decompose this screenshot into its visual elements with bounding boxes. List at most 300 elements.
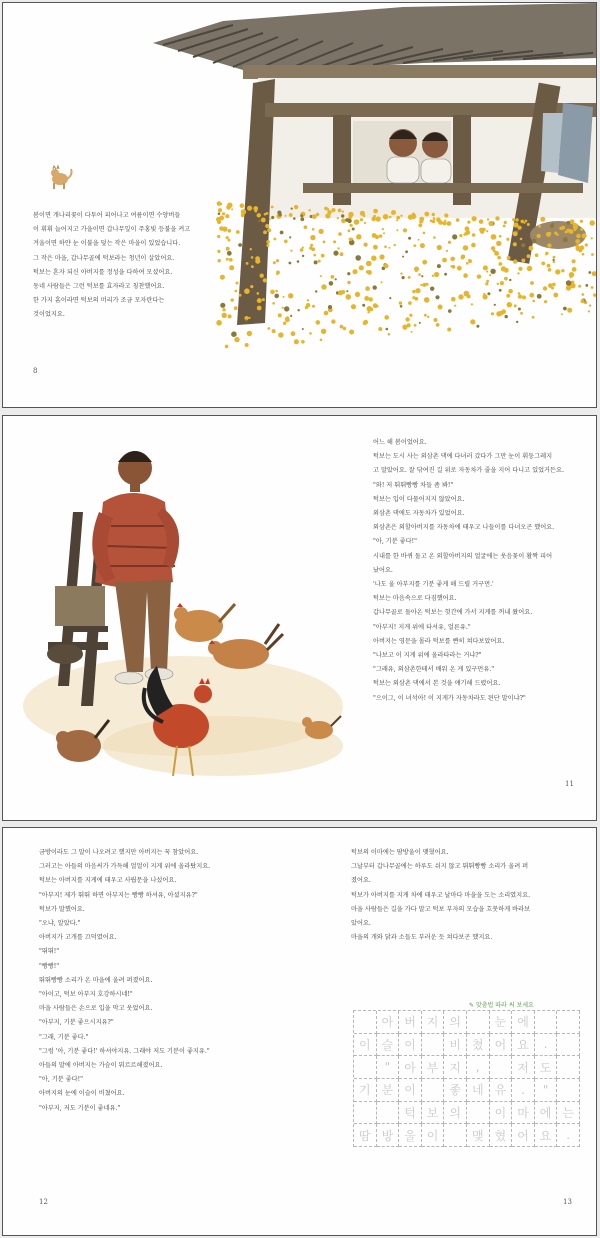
forsythia-blossom <box>400 272 402 274</box>
practice-cell: 유 <box>490 1079 513 1102</box>
text-line: "그래, 기분 좋다." <box>39 1033 89 1041</box>
forsythia-blossom <box>236 282 239 285</box>
text-line: "와! 저 뛰뛰빵빵 차들 좀 봐!" <box>373 481 454 489</box>
forsythia-blossom <box>376 305 379 308</box>
forsythia-blossom <box>375 235 379 239</box>
practice-cell <box>377 1102 400 1125</box>
forsythia-blossom <box>294 339 299 344</box>
forsythia-blossom <box>376 216 381 221</box>
page-number: 12 <box>39 1198 48 1206</box>
forsythia-blossom <box>307 299 309 301</box>
forsythia-blossom <box>312 228 315 231</box>
forsythia-blossom <box>251 256 254 259</box>
forsythia-blossom <box>551 287 554 290</box>
practice-cell: 이 <box>490 1102 513 1125</box>
forsythia-blossom <box>452 234 457 239</box>
forsythia-blossom <box>278 332 283 337</box>
practice-cell: 지 <box>444 1056 467 1079</box>
forsythia-blossom <box>337 217 339 219</box>
forsythia-blossom <box>356 234 361 239</box>
forsythia-blossom <box>262 298 265 301</box>
forsythia-blossom <box>582 253 585 256</box>
forsythia-blossom <box>346 294 352 300</box>
forsythia-blossom <box>597 221 598 223</box>
forsythia-blossom <box>446 250 448 252</box>
practice-cell: . <box>512 1079 535 1102</box>
forsythia-blossom <box>354 219 360 225</box>
forsythia-blossom <box>293 217 296 220</box>
forsythia-blossom <box>570 276 572 278</box>
forsythia-blossom <box>554 232 557 235</box>
forsythia-blossom <box>218 212 221 215</box>
forsythia-blossom <box>444 213 448 217</box>
forsythia-blossom <box>329 281 334 286</box>
practice-cell <box>557 1034 580 1057</box>
forsythia-blossom <box>289 236 291 238</box>
practice-cell: 분 <box>377 1079 400 1102</box>
forsythia-blossom <box>301 340 305 344</box>
text-line: "아, 기분 좋다!" <box>373 538 417 546</box>
forsythia-blossom <box>347 272 350 275</box>
forsythia-blossom <box>419 322 421 324</box>
forsythia-blossom <box>241 209 246 214</box>
text-line: 마을 사람들은 길을 가다 말고 턱보 부자의 모습을 흐뭇하게 바라보 <box>351 905 531 913</box>
practice-cell <box>490 1056 513 1079</box>
practice-cell: 의 <box>444 1011 467 1034</box>
forsythia-blossom <box>483 295 486 298</box>
forsythia-blossom <box>471 243 476 248</box>
forsythia-blossom <box>452 265 456 269</box>
forsythia-blossom <box>581 299 585 303</box>
practice-cell: 버 <box>399 1011 422 1034</box>
practice-cell: 에 <box>535 1102 558 1125</box>
text-line: 났어요. <box>373 566 393 574</box>
text-line: "오냐, 알았다." <box>39 920 81 928</box>
practice-cell: 마 <box>512 1102 535 1125</box>
practice-cell: 땀 <box>354 1124 377 1147</box>
forsythia-blossom <box>342 211 344 213</box>
forsythia-blossom <box>359 265 364 270</box>
practice-cell: 이 <box>354 1034 377 1057</box>
forsythia-blossom <box>424 314 427 317</box>
forsythia-blossom <box>527 223 530 226</box>
forsythia-blossom <box>244 288 250 294</box>
hen-right-top <box>174 603 235 642</box>
forsythia-blossom <box>350 224 353 227</box>
forsythia-blossom <box>340 325 344 329</box>
forsythia-blossom <box>324 311 329 316</box>
forsythia-blossom <box>567 229 571 233</box>
forsythia-blossom <box>289 213 293 217</box>
forsythia-blossom <box>373 209 378 214</box>
forsythia-blossom <box>491 312 494 315</box>
text-line: 턱보는 마음속으로 다짐했어요. <box>373 595 457 603</box>
spread-pages-12-13 <box>2 827 597 1236</box>
forsythia-blossom <box>216 217 221 222</box>
forsythia-blossom <box>432 213 435 216</box>
forsythia-blossom <box>451 297 456 302</box>
forsythia-blossom <box>373 245 378 250</box>
forsythia-blossom <box>424 297 430 303</box>
forsythia-blossom <box>487 218 489 220</box>
forsythia-blossom <box>553 259 555 261</box>
roof <box>153 3 597 79</box>
practice-cell: 어 <box>490 1034 513 1057</box>
forsythia-blossom <box>219 226 224 231</box>
practice-cell: 요 <box>512 1034 535 1057</box>
house-illustration <box>3 3 597 408</box>
forsythia-blossom <box>518 267 522 271</box>
forsythia-blossom <box>512 218 515 221</box>
practice-cell: 이 <box>422 1124 445 1147</box>
text-line: 아버지가 고개를 끄덕였어요. <box>39 934 117 942</box>
forsythia-blossom <box>430 287 434 291</box>
forsythia-blossom <box>285 318 290 323</box>
forsythia-blossom <box>220 303 225 308</box>
forsythia-blossom <box>488 221 493 226</box>
text-line: 그 작은 마을, 갑나무골에 턱보라는 청년이 살았어요. <box>33 254 175 262</box>
forsythia-blossom <box>321 254 325 258</box>
forsythia-blossom <box>561 226 565 230</box>
forsythia-blossom <box>300 217 304 221</box>
practice-cell: 혔 <box>490 1124 513 1147</box>
forsythia-blossom <box>225 345 229 349</box>
forsythia-blossom <box>467 294 471 298</box>
forsythia-blossom <box>316 213 319 216</box>
forsythia-blossom <box>319 229 324 234</box>
forsythia-blossom <box>353 269 358 274</box>
forsythia-blossom <box>491 246 495 250</box>
forsythia-blossom <box>349 238 353 242</box>
forsythia-blossom <box>340 252 344 256</box>
forsythia-blossom <box>328 305 332 309</box>
forsythia-blossom <box>458 294 463 299</box>
forsythia-blossom <box>312 305 315 308</box>
forsythia-blossom <box>399 301 402 304</box>
forsythia-blossom <box>383 214 389 220</box>
forsythia-blossom <box>245 343 249 347</box>
forsythia-blossom <box>436 323 440 327</box>
forsythia-blossom <box>218 259 221 262</box>
pencil-icon: ✎ <box>469 1002 475 1009</box>
forsythia-blossom <box>422 260 427 265</box>
practice-title <box>469 1000 534 1009</box>
forsythia-blossom <box>241 214 245 218</box>
forsythia-blossom <box>326 208 329 211</box>
forsythia-blossom <box>382 228 384 230</box>
text-line: 턱보는 아버지를 지게에 태우고 사립문을 나섰어요. <box>39 877 177 885</box>
forsythia-blossom <box>320 275 322 277</box>
text-line: 턱보는 외삼촌 댁에서 본 것을 얘기해 드렸어요. <box>373 680 501 688</box>
forsythia-blossom <box>362 304 365 307</box>
forsythia-bush <box>216 201 597 348</box>
forsythia-blossom <box>266 212 269 215</box>
practice-cell: 좋 <box>444 1079 467 1102</box>
forsythia-blossom <box>364 296 369 301</box>
forsythia-blossom <box>591 237 593 239</box>
forsythia-blossom <box>563 307 567 311</box>
forsythia-blossom <box>347 219 351 223</box>
text-line: 아버지는 영문을 몰라 턱보를 빤히 쳐다보았어요. <box>373 637 505 645</box>
forsythia-blossom <box>371 256 376 261</box>
forsythia-blossom <box>297 260 300 263</box>
forsythia-blossom <box>234 306 238 310</box>
practice-cell <box>422 1034 445 1057</box>
forsythia-blossom <box>423 283 427 287</box>
forsythia-blossom <box>302 328 304 330</box>
forsythia-blossom <box>320 339 323 342</box>
forsythia-blossom <box>413 244 416 247</box>
forsythia-blossom <box>228 314 232 318</box>
forsythia-blossom <box>335 278 337 280</box>
text-line: "아, 기분 좋다!" <box>39 1076 83 1084</box>
text-line: 뛰뛰빵빵 소리가 온 마을에 울려 퍼졌어요. <box>39 976 153 984</box>
forsythia-blossom <box>294 205 298 209</box>
forsythia-blossom <box>348 216 352 220</box>
text-line: "아부지! 제가 뛰뛰 하면 아부지는 빵빵 하셔유, 아셨지유?" <box>39 891 198 899</box>
forsythia-blossom <box>544 300 547 303</box>
forsythia-blossom <box>572 267 577 272</box>
forsythia-blossom <box>255 256 260 261</box>
forsythia-blossom <box>379 234 382 237</box>
forsythia-blossom <box>300 248 304 252</box>
forsythia-blossom <box>554 293 556 295</box>
forsythia-blossom <box>248 317 250 319</box>
forsythia-blossom <box>405 250 408 253</box>
forsythia-blossom <box>270 290 275 295</box>
forsythia-blossom <box>499 262 503 266</box>
forsythia-blossom <box>394 244 396 246</box>
forsythia-blossom <box>250 285 253 288</box>
forsythia-blossom <box>497 256 501 260</box>
forsythia-blossom <box>228 239 231 242</box>
text-line: 턱보의 이마에는 땀방울이 맺혔어요. <box>351 849 449 856</box>
forsythia-blossom <box>516 230 518 232</box>
forsythia-blossom <box>384 315 389 320</box>
forsythia-blossom <box>421 275 423 277</box>
forsythia-blossom <box>550 224 554 228</box>
text-line: '나도 울 아부지를 기분 좋게 해 드릴 거구먼.' <box>373 581 494 589</box>
forsythia-blossom <box>538 225 541 228</box>
forsythia-blossom <box>420 284 422 286</box>
forsythia-blossom <box>276 273 279 276</box>
forsythia-blossom <box>346 290 348 292</box>
text-line: "그래유, 외삼촌한테서 배워 온 게 있구먼유." <box>373 666 495 674</box>
forsythia-blossom <box>222 212 225 215</box>
forsythia-blossom <box>348 229 351 232</box>
forsythia-blossom <box>436 217 441 222</box>
practice-cell: 눈 <box>490 1011 513 1034</box>
forsythia-blossom <box>402 256 404 258</box>
forsythia-blossom <box>226 236 229 239</box>
forsythia-blossom <box>575 244 578 247</box>
forsythia-blossom <box>506 238 509 241</box>
practice-title-text: 맞춤법 따라 써 보세요 <box>475 1002 534 1009</box>
text-line: 봄이면 개나리꽃이 다투어 피어나고 여름이면 수양버들 <box>33 212 181 219</box>
forsythia-blossom <box>588 271 591 274</box>
forsythia-blossom <box>302 255 304 257</box>
text-line: 외삼촌 댁에도 자동차가 있었어요. <box>373 510 465 518</box>
forsythia-blossom <box>520 312 523 315</box>
forsythia-blossom <box>388 333 391 336</box>
forsythia-blossom <box>596 228 597 232</box>
forsythia-blossom <box>553 256 556 259</box>
practice-cell: 턱 <box>399 1102 422 1125</box>
forsythia-blossom <box>373 285 377 289</box>
page-12-text <box>39 846 210 1116</box>
forsythia-blossom <box>463 273 468 278</box>
practice-cell <box>557 1056 580 1079</box>
forsythia-blossom <box>561 313 563 315</box>
page-13-text <box>351 846 530 945</box>
forsythia-blossom <box>331 319 335 323</box>
forsythia-blossom <box>355 255 361 261</box>
forsythia-blossom <box>518 294 522 298</box>
forsythia-blossom <box>321 284 326 289</box>
forsythia-blossom <box>309 332 312 335</box>
forsythia-blossom <box>347 281 350 284</box>
forsythia-blossom <box>218 208 222 212</box>
forsythia-blossom <box>315 290 317 292</box>
practice-cell: 아 <box>399 1056 422 1079</box>
forsythia-blossom <box>463 245 468 250</box>
forsythia-blossom <box>278 313 282 317</box>
spread-pages-8-9 <box>2 2 597 408</box>
practice-cell: 어 <box>512 1124 535 1147</box>
forsythia-blossom <box>389 216 392 219</box>
forsythia-blossom <box>275 290 278 293</box>
forsythia-blossom <box>585 284 588 287</box>
cat-illustration <box>51 166 72 189</box>
forsythia-blossom <box>414 267 419 272</box>
forsythia-blossom <box>278 213 282 217</box>
forsythia-blossom <box>283 296 285 298</box>
practice-cell: 의 <box>444 1102 467 1125</box>
forsythia-blossom <box>513 231 518 236</box>
forsythia-blossom <box>494 236 496 238</box>
forsythia-blossom <box>321 329 326 334</box>
text-line: 것이었지요. <box>33 311 65 319</box>
text-line: 어느 해 봄이었어요. <box>373 439 427 446</box>
forsythia-blossom <box>456 218 460 222</box>
forsythia-blossom <box>472 216 477 221</box>
practice-cell: 는 <box>557 1102 580 1125</box>
forsythia-blossom <box>476 325 479 328</box>
forsythia-blossom <box>522 295 526 299</box>
forsythia-blossom <box>588 310 590 312</box>
forsythia-blossom <box>231 208 233 210</box>
forsythia-blossom <box>265 224 269 228</box>
forsythia-blossom <box>418 223 422 227</box>
spread-pages-10-11 <box>2 415 597 821</box>
forsythia-blossom <box>266 240 270 244</box>
forsythia-blossom <box>513 242 517 246</box>
forsythia-blossom <box>272 329 276 333</box>
forsythia-blossom <box>470 319 475 324</box>
forsythia-blossom <box>581 293 584 296</box>
forsythia-blossom <box>291 208 293 210</box>
forsythia-blossom <box>574 229 576 231</box>
forsythia-blossom <box>349 330 354 335</box>
forsythia-blossom <box>355 292 360 297</box>
forsythia-blossom <box>532 300 535 303</box>
forsythia-blossom <box>250 248 252 250</box>
forsythia-blossom <box>442 258 447 263</box>
forsythia-blossom <box>365 286 370 291</box>
forsythia-blossom <box>513 259 517 263</box>
practice-cell: 부 <box>422 1056 445 1079</box>
forsythia-blossom <box>499 311 504 316</box>
forsythia-blossom <box>227 203 232 208</box>
practice-cell <box>354 1056 377 1079</box>
forsythia-blossom <box>480 230 484 234</box>
practice-cell: , <box>467 1056 490 1079</box>
forsythia-blossom <box>386 328 389 331</box>
forsythia-blossom <box>509 279 511 281</box>
forsythia-blossom <box>216 320 222 326</box>
forsythia-blossom <box>494 251 499 256</box>
forsythia-blossom <box>316 320 321 325</box>
forsythia-blossom <box>289 262 292 265</box>
forsythia-blossom <box>561 269 564 272</box>
forsythia-blossom <box>259 220 261 222</box>
forsythia-blossom <box>325 213 330 218</box>
forsythia-blossom <box>384 264 389 269</box>
practice-cell <box>535 1011 558 1034</box>
forsythia-blossom <box>518 308 521 311</box>
forsythia-blossom <box>547 264 551 268</box>
forsythia-blossom <box>331 208 335 212</box>
forsythia-blossom <box>507 302 512 307</box>
forsythia-blossom <box>309 246 312 249</box>
forsythia-blossom <box>239 294 242 297</box>
forsythia-blossom <box>477 274 481 278</box>
practice-cell: 슬 <box>377 1034 400 1057</box>
forsythia-blossom <box>489 274 491 276</box>
forsythia-blossom <box>435 295 439 299</box>
forsythia-blossom <box>274 238 277 241</box>
forsythia-blossom <box>461 255 465 259</box>
forsythia-blossom <box>402 276 405 279</box>
practice-cell: 보 <box>422 1102 445 1125</box>
forsythia-blossom <box>369 297 373 301</box>
farmer-and-chickens-illustration <box>3 416 363 821</box>
forsythia-blossom <box>400 305 403 308</box>
forsythia-blossom <box>338 209 342 213</box>
forsythia-blossom <box>590 220 595 225</box>
text-line: 마을의 개와 닭과 소들도 부러운 듯 쳐다보곤 했지요. <box>351 934 493 942</box>
forsythia-blossom <box>271 206 274 209</box>
forsythia-blossom <box>418 273 421 276</box>
text-line: "뛰뛰!" <box>39 948 60 956</box>
forsythia-blossom <box>266 244 269 247</box>
forsythia-blossom <box>508 289 513 294</box>
forsythia-blossom <box>532 239 537 244</box>
forsythia-blossom <box>261 218 266 223</box>
practice-cell: 도 <box>535 1056 558 1079</box>
forsythia-blossom <box>483 293 485 295</box>
forsythia-blossom <box>366 261 372 267</box>
forsythia-blossom <box>415 288 420 293</box>
practice-cell <box>557 1079 580 1102</box>
practice-cell: 울 <box>399 1124 422 1147</box>
forsythia-blossom <box>285 215 287 217</box>
forsythia-blossom <box>409 314 412 317</box>
forsythia-blossom <box>479 219 484 224</box>
forsythia-blossom <box>226 258 229 261</box>
forsythia-blossom <box>360 211 365 216</box>
forsythia-blossom <box>284 240 288 244</box>
